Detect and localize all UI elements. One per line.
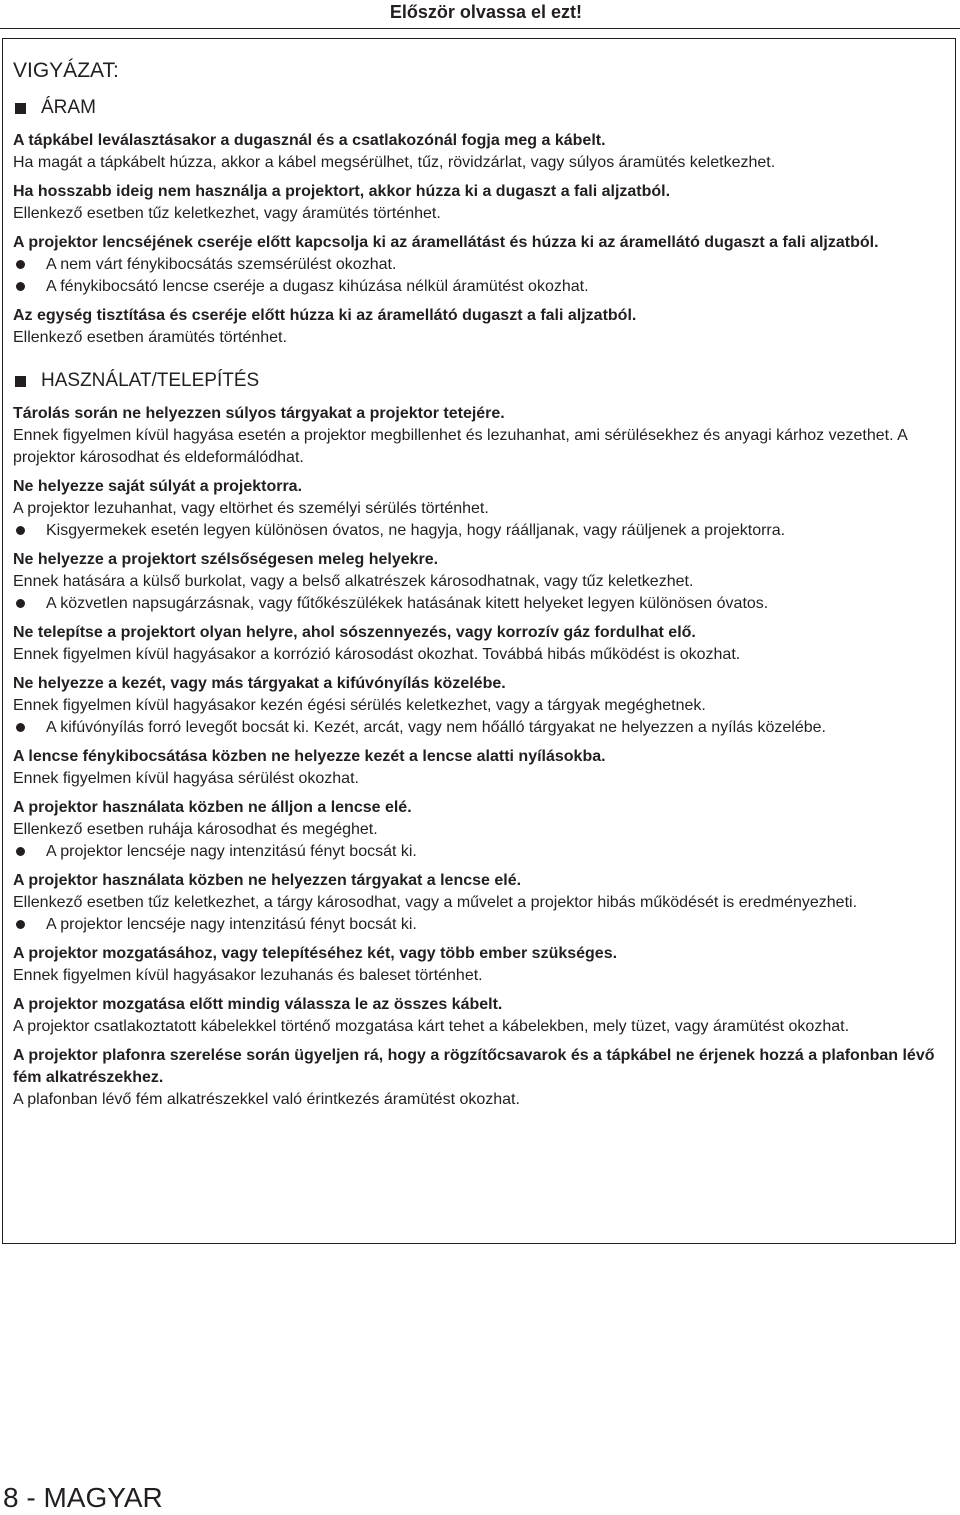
warning-block (13, 305, 943, 349)
bullet-text: A projektor lencséje nagy intenzitású fényt bocsát ki. (46, 843, 417, 860)
warning-heading: Ne helyezze saját súlyát a projektorra. (13, 478, 303, 495)
warning-block (13, 943, 943, 987)
section-heading-text: ÁRAM (41, 97, 96, 118)
bullet-item (13, 717, 943, 739)
header-title: Először olvassa el ezt! (389, 2, 582, 22)
warning-heading: A projektor lencséjének cseréje előtt kapcsolja ki az áramellátást és húzza ki az áramellátó dugaszt a fali aljzatból. (13, 234, 879, 251)
warning-text: A projektor lezuhanhat, vagy eltörhet és személyi sérülés történhet. (13, 500, 489, 517)
warning-text: A projektor csatlakoztatott kábelekkel történő mozgatása kárt tehet a kábelekben, mely tüzet, vagy áramütést okozhat. (13, 1018, 850, 1035)
warning-heading: Ne telepítse a projektort olyan helyre, ahol sószennyezés, vagy korrozív gáz fordulhat elő. (13, 624, 696, 641)
warning-heading: Tárolás során ne helyezzen súlyos tárgyakat a projektor tetejére. (13, 405, 505, 422)
bullet-dot-icon (16, 847, 25, 856)
warning-heading: A lencse fénykibocsátása közben ne helyezze kezét a lencse alatti nyílásokba. (13, 748, 606, 765)
warning-block (13, 476, 943, 542)
warning-block (13, 797, 943, 863)
warning-block (13, 130, 943, 174)
bullet-dot-icon (16, 526, 25, 535)
warning-text: Ellenkező esetben ruhája károsodhat és megéghet. (13, 821, 378, 838)
sections (13, 96, 943, 1111)
bullet-item (13, 841, 943, 863)
warning-block (13, 1045, 943, 1111)
warning-text: Ennek figyelmen kívül hagyása sérülést okozhat. (13, 770, 359, 787)
bullet-item (13, 593, 943, 615)
warning-heading: A tápkábel leválasztásakor a dugasznál és a csatlakozónál fogja meg a kábelt. (13, 132, 606, 149)
warning-text: A plafonban lévő fém alkatrészekkel való érintkezés áramütést okozhat. (13, 1091, 520, 1108)
square-bullet-icon (15, 103, 26, 114)
warning-block (13, 549, 943, 615)
square-bullet-icon (15, 376, 26, 387)
warning-text: Ennek hatására a külső burkolat, vagy a belső alkatrészek károsodhatnak, vagy tűz keletkezhet. (13, 573, 694, 590)
bullet-item (13, 254, 943, 276)
warning-heading: Ne helyezze a projektort szélsőségesen meleg helyekre. (13, 551, 439, 568)
section-heading (13, 96, 943, 120)
warning-block (13, 673, 943, 739)
bullet-text: A projektor lencséje nagy intenzitású fényt bocsát ki. (46, 916, 417, 933)
bullet-text: A nem várt fénykibocsátás szemsérülést okozhat. (46, 256, 397, 273)
bullet-text: A kifúvónyílás forró levegőt bocsát ki. Kezét, arcát, vagy nem hőálló tárgyakat ne helyezzen a nyílás közelébe. (46, 719, 826, 736)
warning-heading: A projektor használata közben ne álljon a lencse elé. (13, 799, 412, 816)
bullet-dot-icon (16, 599, 25, 608)
header-bar (0, 0, 960, 29)
warning-content (13, 58, 943, 1118)
warning-text: Ellenkező esetben tűz keletkezhet, a tárgy károsodhat, vagy a művelet a projektor hibás működését is eredményezheti. (13, 894, 858, 911)
warning-text: Ha magát a tápkábelt húzza, akkor a kábel megsérülhet, tűz, rövidzárlat, vagy súlyos áramütés keletkezhet. (13, 154, 776, 171)
warning-heading: A projektor mozgatása előtt mindig válassza le az összes kábelt. (13, 996, 503, 1013)
bullet-dot-icon (16, 282, 25, 291)
main-title: VIGYÁZAT: (13, 59, 119, 82)
warning-text: Ennek figyelmen kívül hagyásakor a korrózió károsodást okozhat. Továbbá hibás működést is okozhat. (13, 646, 741, 663)
bullet-text: Kisgyermekek esetén legyen különösen óvatos, ne hagyja, hogy ráálljanak, vagy ráüljenek a projektorra. (46, 522, 786, 539)
bullet-item (13, 914, 943, 936)
warning-text: Ennek figyelmen kívül hagyásakor kezén égési sérülés keletkezhet, vagy a tárgyak megéghetnek. (13, 697, 706, 714)
warning-heading: A projektor plafonra szerelése során ügyeljen rá, hogy a rögzítőcsavarok és a tápkábel ne érjenek hozzá a plafonban lévő fém alkatrészekhez. (13, 1047, 935, 1086)
section-1 (13, 369, 943, 1111)
warning-heading: Az egység tisztítása és cseréje előtt húzza ki az áramellátó dugaszt a fali aljzatból. (13, 307, 637, 324)
section-0 (13, 96, 943, 349)
warning-heading: Ha hosszabb ideig nem használja a projektort, akkor húzza ki a dugaszt a fali aljzatból. (13, 183, 671, 200)
warning-text: Ennek figyelmen kívül hagyásakor lezuhanás és baleset történhet. (13, 967, 483, 984)
bullet-text: A közvetlen napsugárzásnak, vagy fűtőkészülékek hatásának kitett helyeket legyen különösen óvatos. (46, 595, 769, 612)
section-heading-text: HASZNÁLAT/TELEPÍTÉS (41, 370, 260, 391)
bullet-dot-icon (16, 920, 25, 929)
warning-heading: Ne helyezze a kezét, vagy más tárgyakat a kifúvónyílás közelébe. (13, 675, 506, 692)
warning-heading: A projektor használata közben ne helyezzen tárgyakat a lencse elé. (13, 872, 522, 889)
bullet-text: A fénykibocsátó lencse cseréje a dugasz kihúzása nélkül áramütést okozhat. (46, 278, 589, 295)
warning-block (13, 994, 943, 1038)
bullet-dot-icon (16, 260, 25, 269)
warning-text: Ennek figyelmen kívül hagyása esetén a projektor megbillenhet és lezuhanhat, ami sérülésekhez és anyagi kárhoz vezethet. A projektor károsodhat és eldeformálódhat. (13, 427, 907, 466)
page-number: 8 - MAGYAR (3, 1482, 163, 1513)
warning-heading: A projektor mozgatásához, vagy telepítéséhez két, vagy több ember szükséges. (13, 945, 618, 962)
warning-block (13, 181, 943, 225)
bullet-dot-icon (16, 723, 25, 732)
warning-block (13, 403, 943, 469)
bullet-item (13, 276, 943, 298)
warning-block (13, 232, 943, 298)
bullet-item (13, 520, 943, 542)
section-heading (13, 369, 943, 393)
warning-block (13, 746, 943, 790)
warning-text: Ellenkező esetben áramütés történhet. (13, 329, 287, 346)
warning-text: Ellenkező esetben tűz keletkezhet, vagy áramütés történhet. (13, 205, 441, 222)
warning-block (13, 622, 943, 666)
warning-block (13, 870, 943, 936)
